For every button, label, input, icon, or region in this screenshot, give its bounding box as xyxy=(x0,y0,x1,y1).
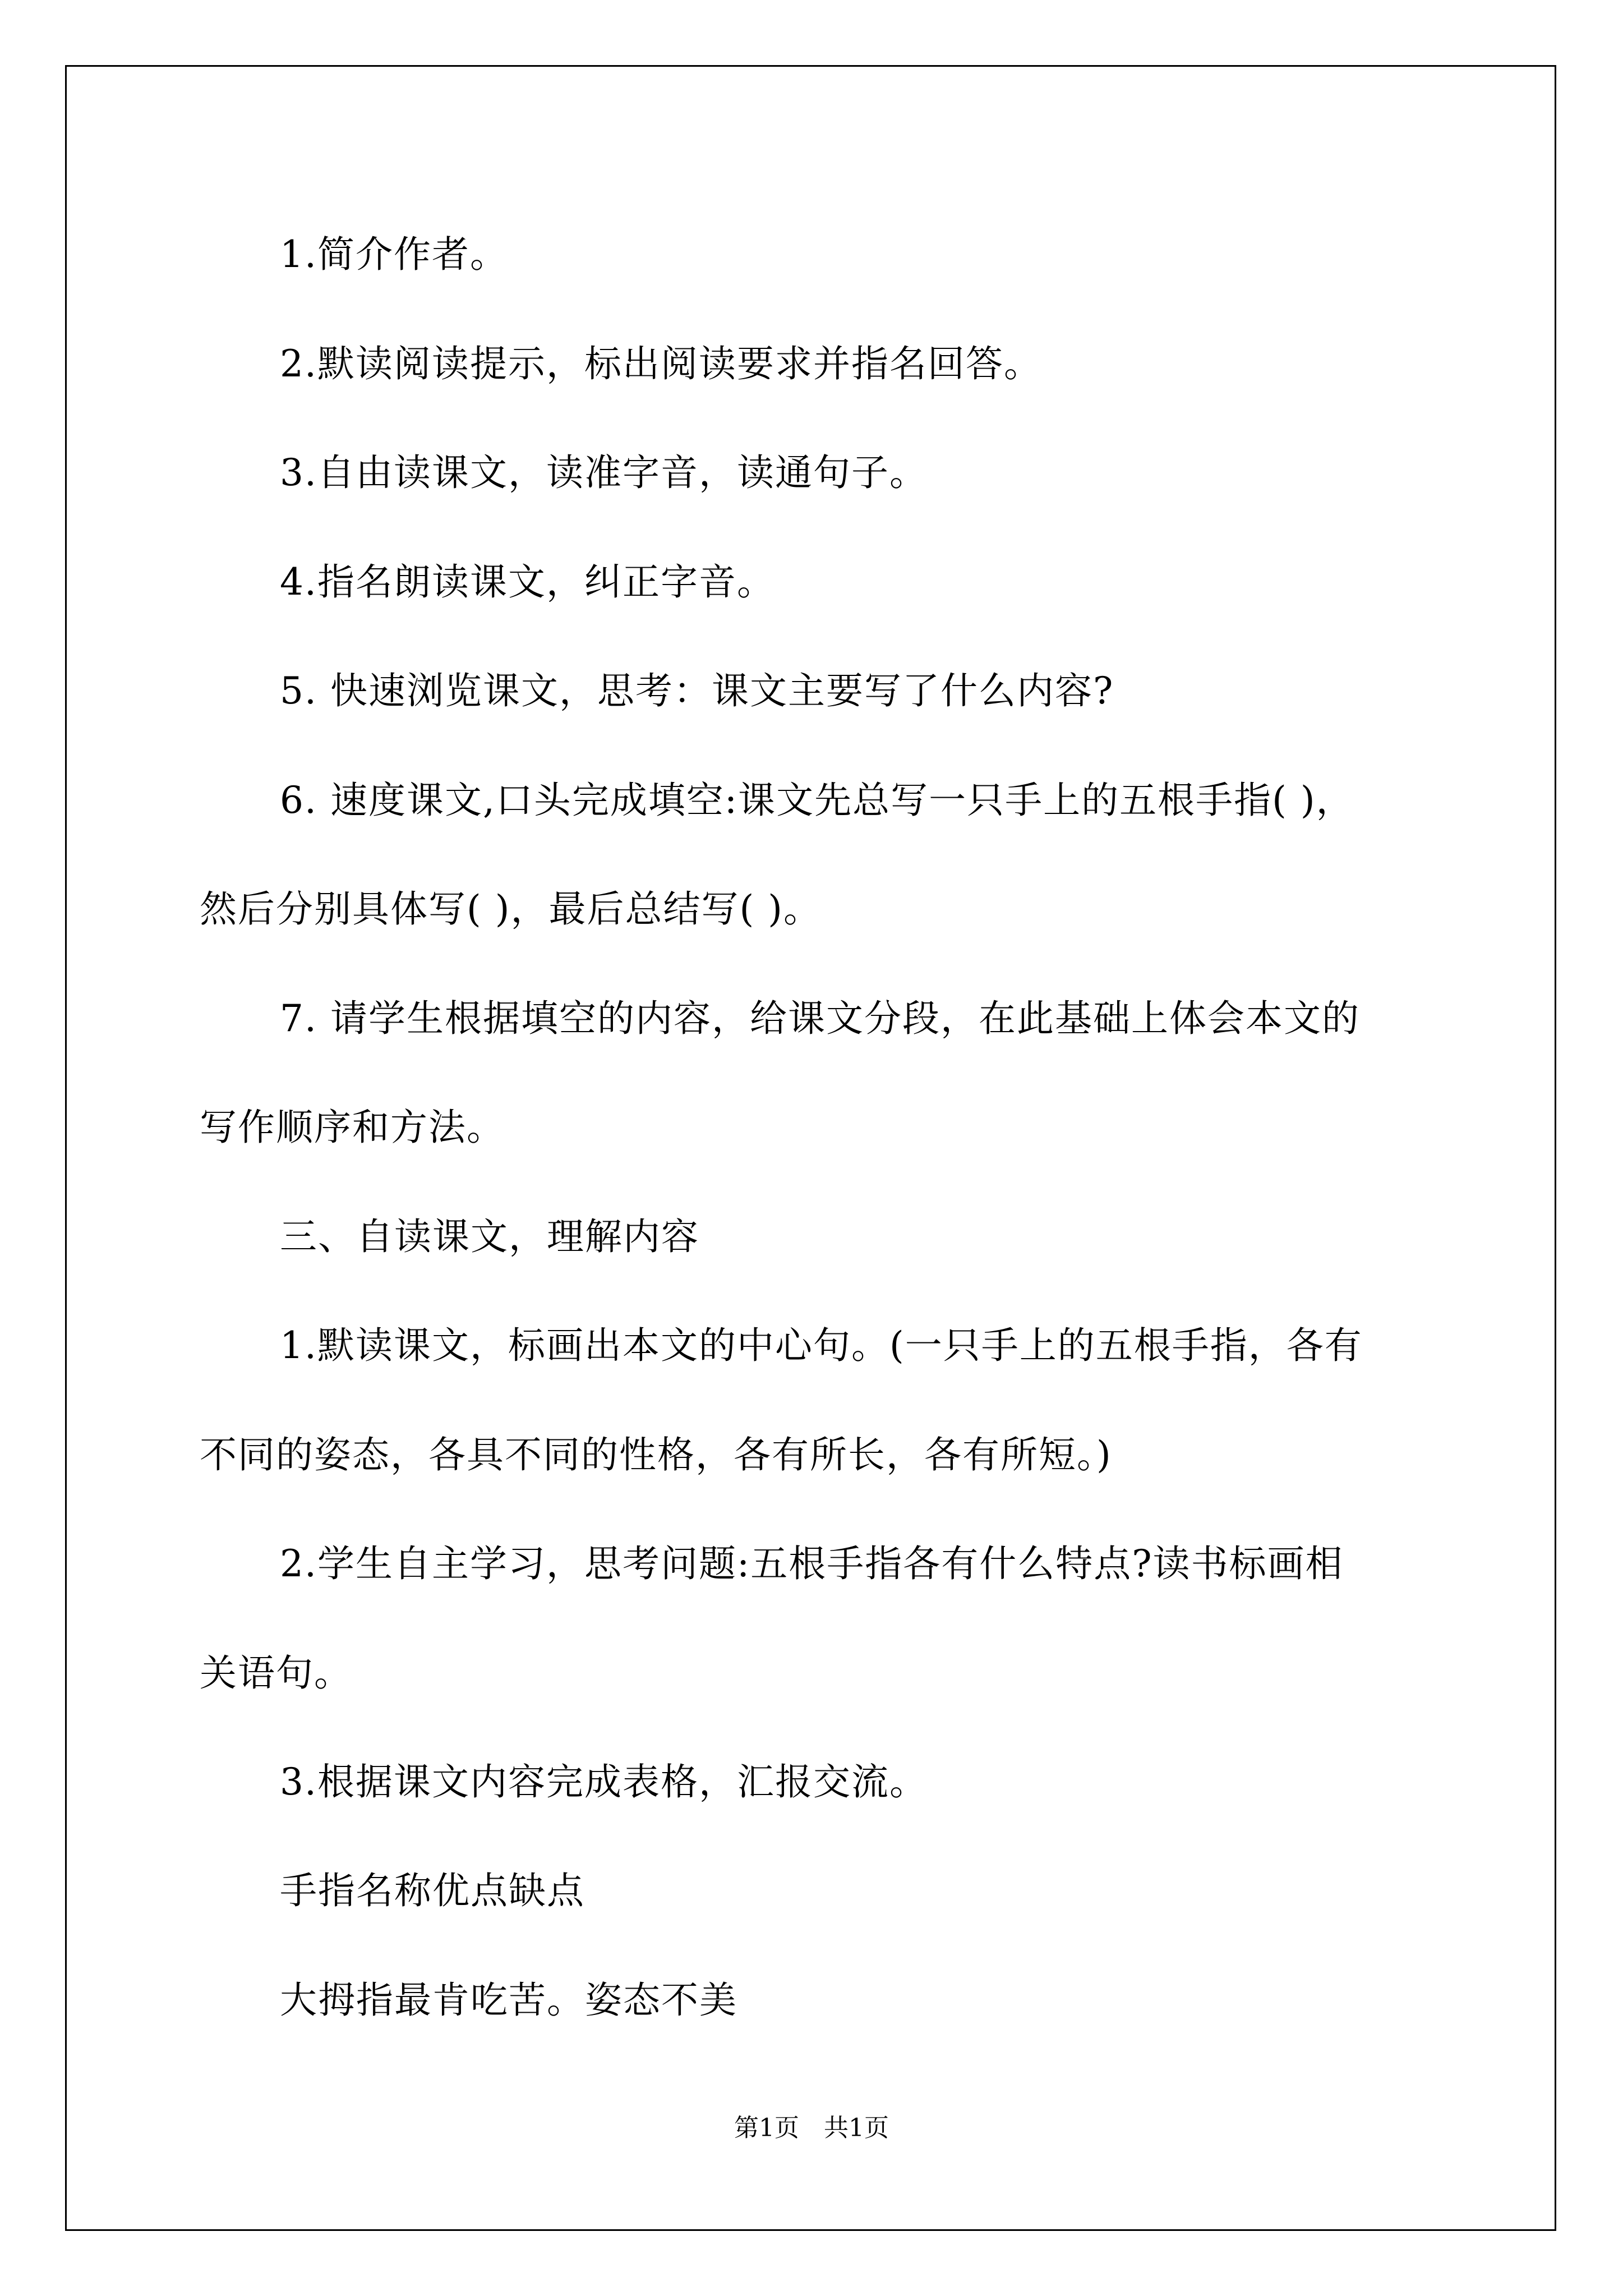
paragraph-line: 2.默读阅读提示，标出阅读要求并指名回答。 xyxy=(280,342,1042,385)
paragraph-line: 2.学生自主学习，思考问题:五根手指各有什么特点?读书标画相 xyxy=(280,1542,1344,1585)
paragraph-line: 1.默读课文，标画出本文的中心句。(一只手上的五根手指，各有 xyxy=(280,1324,1363,1367)
paragraph-line: 然后分别具体写( )，最后总结写( )。 xyxy=(200,887,822,931)
paragraph-line: 7. 请学生根据填空的内容，给课文分段，在此基础上体会本文的 xyxy=(280,997,1360,1040)
table-row-line: 大拇指最肯吃苦。姿态不美 xyxy=(280,1978,737,2022)
table-header-line: 手指名称优点缺点 xyxy=(280,1869,585,1912)
paragraph-line: 写作顺序和方法。 xyxy=(200,1106,505,1149)
paragraph-line: 关语句。 xyxy=(200,1651,352,1695)
paragraph-line: 不同的姿态，各具不同的性格，各有所长，各有所短。) xyxy=(200,1433,1112,1476)
paragraph-line: 3.自由读课文，读准字音，读通句子。 xyxy=(280,451,928,494)
page-number-footer: 第1页 共1页 xyxy=(734,2114,889,2142)
paragraph-line: 6. 速度课文,口头完成填空:课文先总写一只手上的五根手指( )， xyxy=(280,779,1354,822)
section-heading: 三、自读课文，理解内容 xyxy=(280,1215,699,1258)
paragraph-line: 4.指名朗读课文，纠正字音。 xyxy=(280,560,775,604)
paragraph-line: 1.简介作者。 xyxy=(280,233,508,276)
paragraph-line: 5. 快速浏览课文，思考：课文主要写了什么内容? xyxy=(280,669,1114,712)
paragraph-line: 3.根据课文内容完成表格，汇报交流。 xyxy=(280,1760,928,1803)
